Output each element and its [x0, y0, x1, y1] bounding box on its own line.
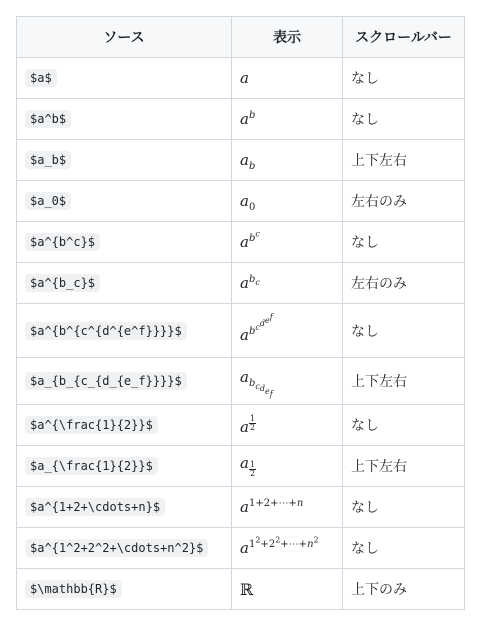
- display-cell: [232, 304, 343, 358]
- source-code: $a^{1^2+2^2+\cdots+n^2}$: [25, 539, 208, 557]
- rendered-math: ℝ: [240, 579, 254, 599]
- display-cell: [232, 222, 343, 263]
- display-cell: [232, 358, 343, 405]
- header-display: 表示: [232, 17, 343, 58]
- table-row: [17, 304, 465, 358]
- display-cell: [232, 487, 343, 528]
- scrollbar-cell: 上下左右: [343, 358, 465, 405]
- scrollbar-cell: 上下左右: [343, 446, 465, 487]
- rendered-math: a: [240, 69, 249, 87]
- rendered-math: $a^{1^2+2^2+\cdots+n^2}$: [240, 535, 319, 557]
- scrollbar-cell: なし: [343, 58, 465, 99]
- source-code: $a_b$: [25, 151, 71, 169]
- rendered-math: a $_{\frac{1}{2}}$: [240, 454, 256, 478]
- table-row: [17, 528, 465, 569]
- source-code: $a_{\frac{1}{2}}$: [25, 457, 158, 475]
- source-cell: [17, 181, 232, 222]
- table-row: [17, 358, 465, 405]
- scrollbar-cell: なし: [343, 528, 465, 569]
- source-code: $a$: [25, 69, 57, 87]
- rendered-math: $a^{b^{c^{d^{e^f}}}}$: [240, 311, 273, 345]
- source-code: $a^{1+2+\cdots+n}$: [25, 498, 165, 516]
- source-code: $\mathbb{R}$: [25, 580, 122, 598]
- display-cell: [232, 58, 343, 99]
- source-code: $a^{b_c}$: [25, 274, 100, 292]
- scrollbar-cell: 上下左右: [343, 140, 465, 181]
- source-cell: [17, 99, 232, 140]
- source-cell: [17, 446, 232, 487]
- rendered-math: $a_b$: [240, 151, 256, 172]
- rendered-math: $a^{1+2+\cdots+n}$: [240, 498, 304, 516]
- table-row: [17, 222, 465, 263]
- source-cell: [17, 405, 232, 446]
- display-cell: [232, 99, 343, 140]
- table-row: [17, 99, 465, 140]
- table-row: [17, 569, 465, 610]
- source-cell: [17, 58, 232, 99]
- table-row: [17, 487, 465, 528]
- math-rendering-table-container: [16, 16, 465, 610]
- source-cell: [17, 358, 232, 405]
- source-code: $a_{b_{c_{d_{e_f}}}}$: [25, 372, 187, 390]
- table-row: [17, 58, 465, 99]
- display-cell: [232, 140, 343, 181]
- scrollbar-cell: なし: [343, 222, 465, 263]
- display-cell: [232, 446, 343, 487]
- table-row: [17, 140, 465, 181]
- table-row: [17, 405, 465, 446]
- rendered-math: $a^b$: [240, 110, 256, 128]
- header-scrollbar: スクロールバー: [343, 17, 465, 58]
- scrollbar-cell: なし: [343, 487, 465, 528]
- rendered-math: $a^{b^c}$: [240, 229, 260, 251]
- display-cell: [232, 405, 343, 446]
- source-cell: [17, 304, 232, 358]
- scrollbar-cell: なし: [343, 99, 465, 140]
- display-cell: [232, 263, 343, 304]
- source-code: $a^{b^{c^{d^{e^f}}}}$: [25, 322, 187, 340]
- source-cell: [17, 140, 232, 181]
- display-cell: [232, 528, 343, 569]
- source-cell: [17, 569, 232, 610]
- rendered-math: $a_{b_{c_{d_{e_f}}}}$: [240, 367, 273, 399]
- source-code: $a^{b^c}$: [25, 233, 100, 251]
- math-rendering-table: [16, 16, 465, 610]
- rendered-math: $a_0$: [240, 192, 256, 213]
- display-cell: [232, 569, 343, 610]
- scrollbar-cell: 上下のみ: [343, 569, 465, 610]
- scrollbar-cell: なし: [343, 304, 465, 358]
- rendered-math: $a^{b_c}$: [240, 274, 260, 292]
- display-cell: [232, 181, 343, 222]
- source-cell: [17, 222, 232, 263]
- source-code: $a^b$: [25, 110, 71, 128]
- table-row: [17, 446, 465, 487]
- source-code: $a_0$: [25, 192, 71, 210]
- table-header-row: [17, 17, 465, 58]
- scrollbar-cell: なし: [343, 405, 465, 446]
- source-cell: [17, 263, 232, 304]
- header-source: ソース: [17, 17, 232, 58]
- source-code: $a^{\frac{1}{2}}$: [25, 416, 158, 434]
- source-cell: [17, 528, 232, 569]
- scrollbar-cell: 左右のみ: [343, 181, 465, 222]
- scrollbar-cell: 左右のみ: [343, 263, 465, 304]
- table-row: [17, 263, 465, 304]
- table-row: [17, 181, 465, 222]
- rendered-math: a $^{\frac{1}{2}}$: [240, 413, 256, 436]
- source-cell: [17, 487, 232, 528]
